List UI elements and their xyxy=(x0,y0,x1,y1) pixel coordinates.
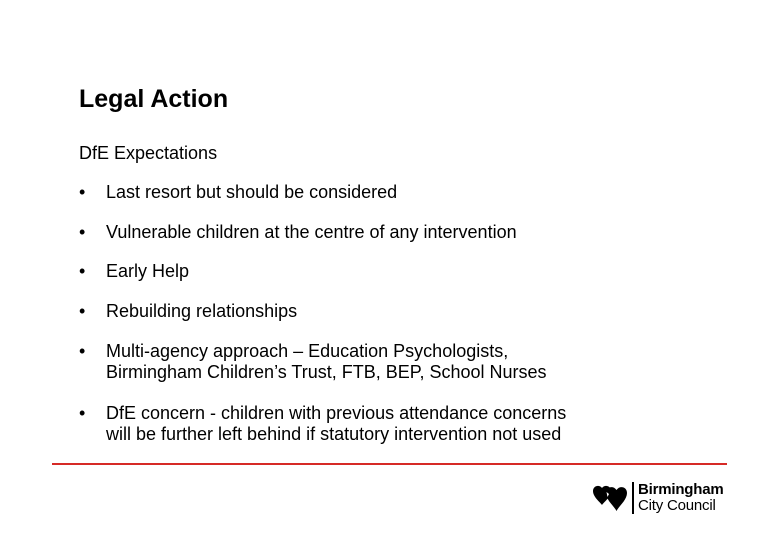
bullet-item xyxy=(79,403,679,445)
logo-text-line1: Birmingham xyxy=(638,481,724,498)
bullet-text: Last resort but should be considered xyxy=(106,182,398,202)
bullet-marker: • xyxy=(79,261,86,281)
bullet-marker: • xyxy=(79,182,86,202)
slide-subtitle: DfE Expectations xyxy=(79,143,218,163)
birmingham-city-council-logo xyxy=(592,480,732,516)
bullet-text: Multi-agency approach – Education Psychologists, Birmingham Children’s Trust, FTB, BEP, School Nurses xyxy=(106,341,547,382)
bullet-text: Rebuilding relationships xyxy=(106,301,298,321)
bullet-item xyxy=(79,301,679,322)
bullet-item xyxy=(79,222,679,243)
bullet-marker: • xyxy=(79,341,86,361)
bullet-text: Vulnerable children at the centre of any intervention xyxy=(106,222,517,242)
slide-title: Legal Action xyxy=(79,85,229,113)
bullet-item xyxy=(79,261,679,282)
bullet-item xyxy=(79,341,679,383)
footer-divider xyxy=(52,463,727,465)
bullet-marker: • xyxy=(79,403,86,423)
birmingham-hearts-logo-icon xyxy=(592,483,628,513)
bullet-text: Early Help xyxy=(106,261,190,281)
bullet-marker: • xyxy=(79,301,86,321)
bullet-item xyxy=(79,182,679,203)
logo-divider xyxy=(632,482,634,514)
bullet-text: DfE concern - children with previous attendance concerns will be further left behind if statutory intervention not used xyxy=(106,403,567,444)
bullet-marker: • xyxy=(79,222,86,242)
logo-text-line2: City Council xyxy=(638,497,716,514)
